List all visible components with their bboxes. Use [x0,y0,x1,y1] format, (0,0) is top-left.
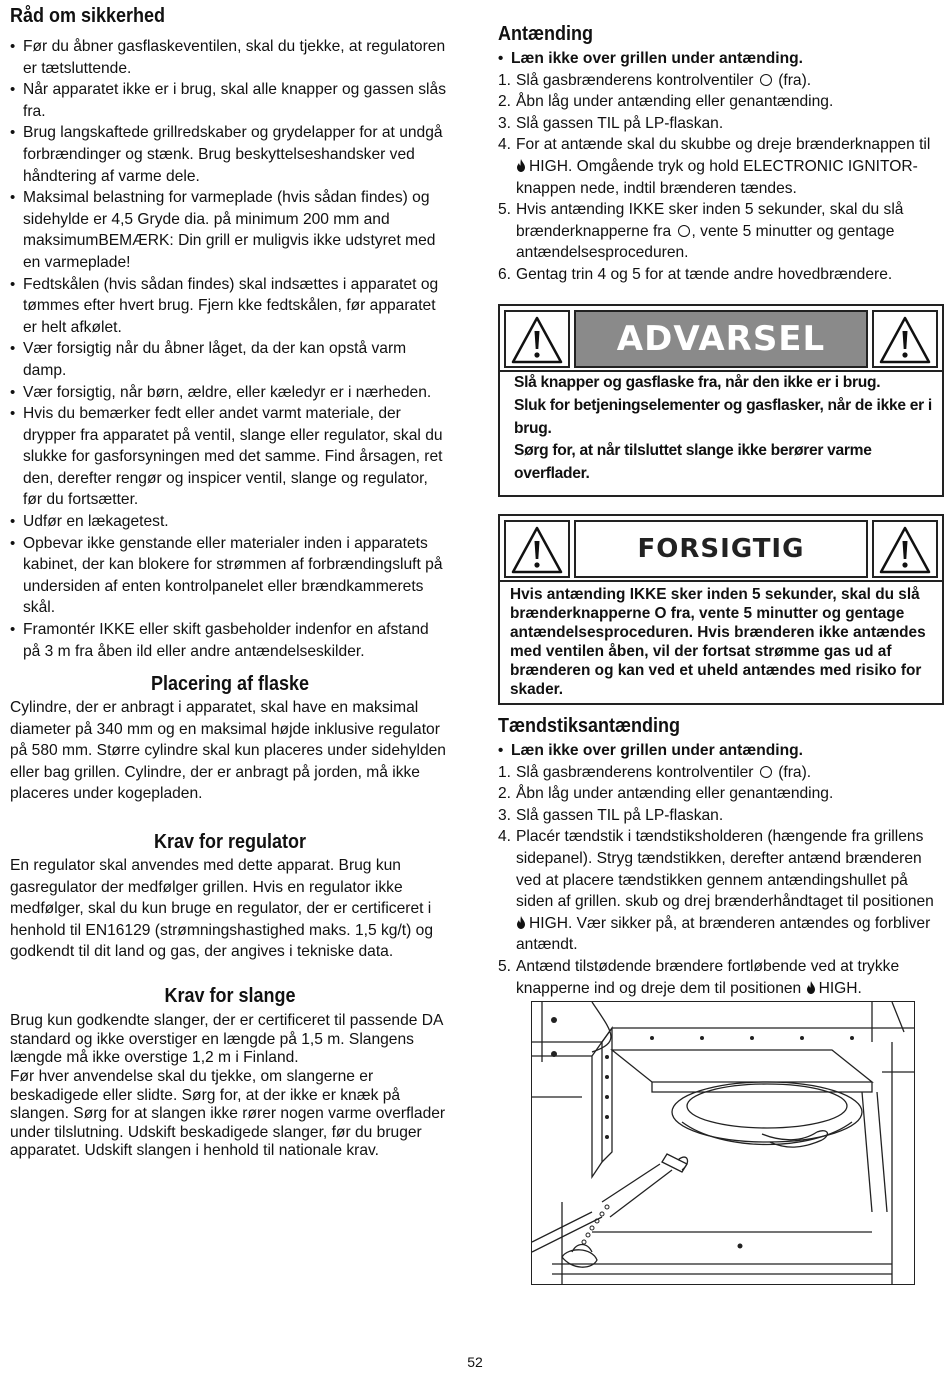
flame-icon [516,916,526,929]
placement-text: Cylindre, der er anbragt i apparatet, skal have en maksimal diameter på 340 mm og en maksimal højde inklusive regulator på 580 mm. Større cylindre skal kun placeres under sidehylden eller bag grillen. Cylindre, der er anbragt på jorden, må ikke placeres under kogepladen. [10,699,446,803]
step-text: Åbn låg under antænding eller genantænding. [516,785,834,803]
ignition-title: Antænding [498,23,593,45]
step-text: (fra). [778,763,812,781]
safety-title: Råd om sikkerhed [10,5,166,27]
warning-line-1: Slå knapper og gasflaske fra, når den ikke er i brug. [514,374,881,391]
list-item: • Før du åbner gasflaskeventilen, skal du tjekke, at regulatoren er tætsluttende. [10,36,450,79]
warning-body [514,372,932,486]
off-symbol-icon [760,74,772,86]
caution-header [504,520,938,578]
step-text: Antænd tilstødende brændere fortløbende ved at trykke knapperne ind og dreje dem til positionen [516,957,900,997]
caution-title: FORSIGTIG [574,520,868,578]
caution-box [498,514,944,705]
step-number: 5. [498,957,512,975]
grill-burner-drawing [532,1002,914,1284]
list-item: • Fedtskålen (hvis sådan findes) skal indsættes i apparatet og tømmes efter hvert brug. Fjern kke fedtskålen, før apparatet er helt afkølet. [10,274,450,339]
warning-triangle-left [504,310,570,368]
warning-triangle-icon [878,315,932,365]
step-text: Placér tændstik i tændstiksholderen (hængende fra grillens sidepanel). Stryg tændstikken, derefter antænd brænderen ved at placere tændstikken gennem antændingshullet på siden af grillen. skub og drej brænderhåndtaget til positionen [516,828,934,911]
step-number: 2. [498,785,512,803]
list-item: • Hvis du bemærker fedt eller andet varmt materiale, der drypper fra apparatet på ventil, slange eller regulator, skal du slukke for gasforsyningen med det samme. Find årsagen, ret den, derefter rengør og inspicer ventil, slange og regulator, før du fortsætter. [10,403,450,511]
list-item [498,113,942,135]
warning-box [498,304,944,497]
hose-text-1: Brug kun godkendte slanger, der er certificeret til passende DA standard og ikke overstiger en længde på 1,5 m. Slangens længde må ikke overstige 1,2 m i Finland. [10,1012,443,1067]
match-steps [498,740,942,999]
step-text: HIGH. Omgående tryk og hold ELECTRONIC IGNITOR-knappen nede, indtil brænderen tændes. [516,157,918,197]
placement-title: Placering af flaske [150,673,310,695]
warning-title: ADVARSEL [574,310,868,368]
caution-text: Hvis antænding IKKE sker inden 5 sekunder, skal du slå brænderknapperne O fra, vente 5 minutter og gentage antændelsesproceduren. Hvis brænderen ikke antændes med ventilen åben, vil der fortsat strømme gas ud af brænderen og kan ved et uheld antændes med risiko for skader. [510,586,926,698]
regulator-title: Krav for regulator [153,831,307,853]
list-item [498,956,942,999]
step-number: 6. [498,265,512,283]
off-symbol-icon [678,225,690,237]
step-text: Slå gasbrænderens kontrolventiler [516,763,754,781]
list-item: • Udfør en lækagetest. [10,511,450,533]
step-text: Slå gassen TIL på LP-flaskan. [516,806,724,824]
warning-line-2: Sluk for betjeningselementer og gasflasker, når de ikke er i brug. [514,396,932,437]
warning-triangle-right [872,310,938,368]
step-number: 3. [498,114,512,132]
step-number: 3. [498,806,512,824]
step-number: 1. [498,763,512,781]
list-item: • Brug langskaftede grillredskaber og grydelapper for at undgå forbrændinger og stænk. Brug beskyttelseshandsker ved håndtering af varme dele. [10,122,450,187]
list-item: • Når apparatet ikke er i brug, skal alle knapper og gassen slås fra. [10,79,450,122]
list-item [498,826,942,956]
list-item [498,805,942,827]
ignition-bullet: • Læn ikke over grillen under antænding. [498,48,942,70]
step-number: 2. [498,93,512,111]
regulator-text: En regulator skal anvendes med dette apparat. Brug kun gasregulator der medfølger grillen. Hvis en regulator ikke medfølger, skal du kun bruge en regulator, der er certificeret i henhold til EN16129 (strømningshastighed maks. 1,5 kg/t) og godkendt til dit land og gas, der angives i tekniske data. [10,857,433,961]
warning-line-3: Sørg for, at når tilsluttet slange ikke berører varme overflader. [514,442,872,483]
off-symbol-icon [760,766,772,778]
list-item [498,264,942,286]
step-text: Åbn låg under antænding eller genantænding. [516,93,834,111]
step-text: Slå gassen TIL på LP-flaskan. [516,114,724,132]
list-item: • Opbevar ikke genstande eller materialer inden i apparatets kabinet, der kan blokere for strømmen af forbrændingsluft på undersiden af enten kontrolpanelet eller brændkammerets skål. [10,533,450,619]
list-item [498,70,942,92]
step-number: 4. [498,136,512,154]
list-item: • Vær forsigtig når du åbner låget, da der kan opstå varm damp. [10,338,450,381]
step-text: HIGH. [818,979,862,997]
step-text: HIGH. Vær sikker på, at brænderen antændes og forbliver antændt. [516,914,931,954]
match-bullet: • Læn ikke over grillen under antænding. [498,740,942,762]
list-item [498,783,942,805]
step-number: 4. [498,828,512,846]
step-text: , vente 5 minutter og gentage antændelsesproceduren. [516,222,895,262]
ignition-steps [498,48,942,286]
warning-header [504,310,938,368]
warning-triangle-icon [878,525,932,575]
step-text: For at antænde skal du skubbe og dreje brænderknappen til [516,136,931,154]
list-item [498,199,942,264]
step-text: Gentag trin 4 og 5 for at tænde andre hovedbrændere. [516,265,893,283]
step-text: Hvis antænding IKKE sker inden 5 sekunder, skal du slå brænderknapperne fra [516,201,904,240]
hose-title: Krav for slange [164,985,296,1007]
caution-triangle-right [872,520,938,578]
match-title: Tændstiksantænding [498,715,681,737]
page-number: 52 [467,1354,483,1370]
list-item [498,134,942,199]
list-item [498,91,942,113]
warning-triangle-icon [510,525,564,575]
flame-icon [806,981,816,994]
grill-burner-illustration [531,1001,915,1285]
list-item: • Maksimal belastning for varmeplade (hvis sådan findes) og sidehylde er 4,5 Gryde dia. på minimum 200 mm and maksimumBEMÆRK: Din grill er muligvis ikke udstyret med en varmeplade! [10,187,450,273]
list-item: • Framontér IKKE eller skift gasbeholder indenfor en afstand på 3 m fra åben ild eller andre antændelseskilder. [10,619,450,662]
safety-list [10,36,450,662]
list-item [498,762,942,784]
step-number: 1. [498,71,512,89]
warning-triangle-icon [510,315,564,365]
step-text: (fra). [778,71,812,89]
flame-icon [516,159,526,172]
step-number: 5. [498,201,512,219]
caution-body [510,585,936,699]
step-text: Slå gasbrænderens kontrolventiler [516,71,754,89]
list-item: • Vær forsigtig, når børn, ældre, eller kæledyr er i nærheden. [10,382,450,404]
hose-text-2: Før hver anvendelse skal du tjekke, om slangerne er beskadigede eller slidte. Sørg for, at der ikke er knæk på slangen. Sørg for at slangen ikke rører nogen varme overflader under tilslutning. Udskift beskadigede slanger, før du bruger apparatet. Udskift slangen i henhold til nationale krav. [10,1068,446,1160]
caution-triangle-left [504,520,570,578]
